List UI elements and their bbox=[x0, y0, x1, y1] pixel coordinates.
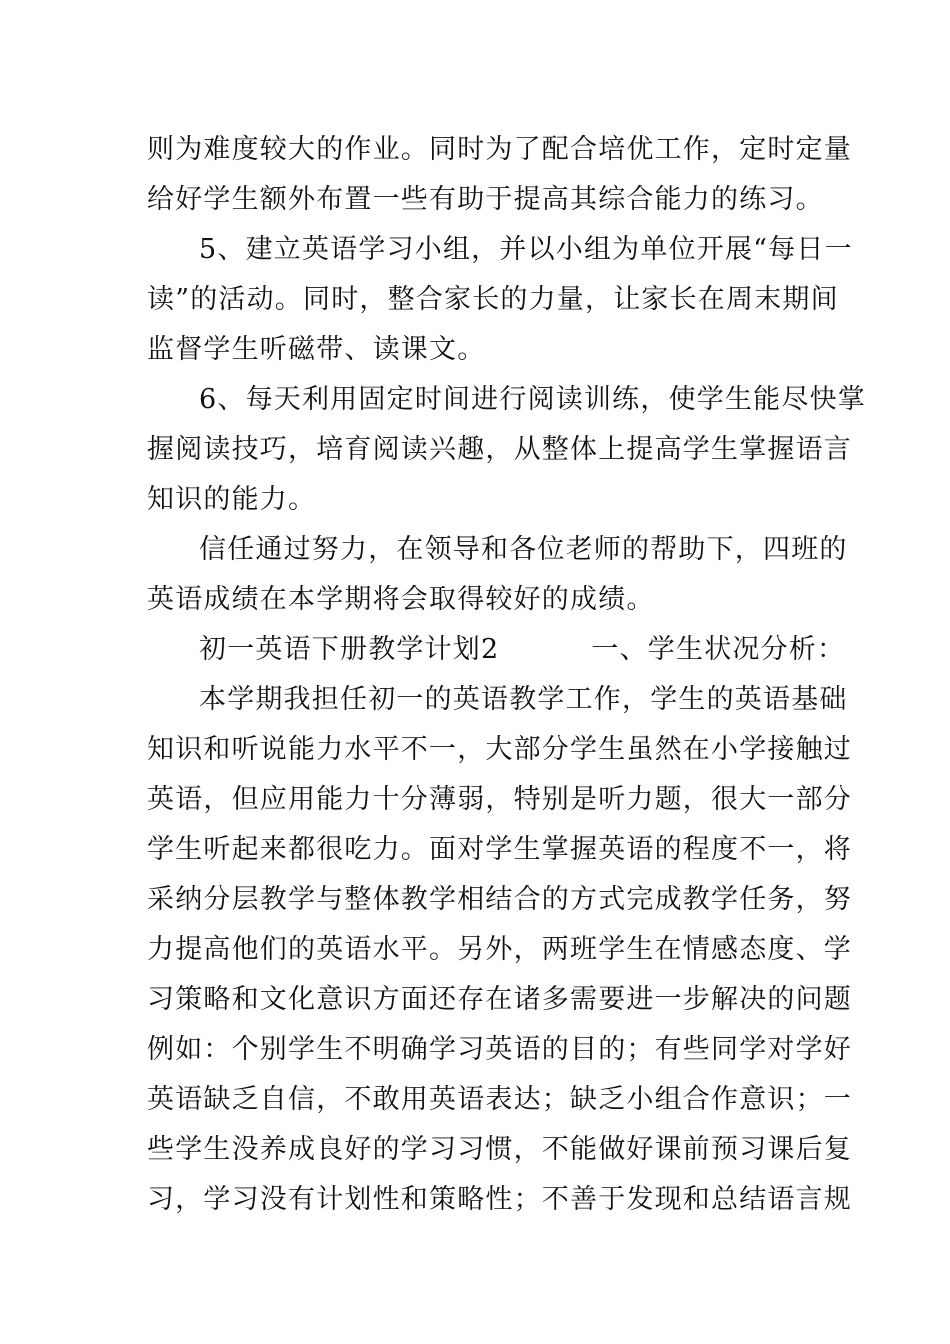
conclusion-start: 信任通过努力，在领导和各位老师的帮助下，四班的 bbox=[199, 534, 848, 565]
section-heading bbox=[199, 624, 846, 676]
text-line: 给好学生额外布置一些有助于提高其综合能力的练习。 bbox=[147, 184, 824, 215]
text-line: 读”的活动。同时，整合家长的力量，让家长在周末期间 bbox=[147, 284, 839, 315]
text-line: 些学生没养成良好的学习习惯，不能做好课前预习课后复 bbox=[147, 1134, 852, 1165]
text-line: 采纳分层教学与整体教学相结合的方式完成教学任务，努 bbox=[147, 884, 852, 915]
text-line: 学生听起来都很吃力。面对学生掌握英语的程度不一，将 bbox=[147, 834, 852, 865]
paragraph-5-start: 5、建立英语学习小组，并以小组为单位开展“每日一 bbox=[199, 234, 853, 265]
text-line: 英语，但应用能力十分薄弱，特别是听力题，很大一部分 bbox=[147, 784, 852, 815]
text-line: 习策略和文化意识方面还存在诸多需要进一步解决的问题 bbox=[147, 984, 852, 1015]
text-line: 例如：个别学生不明确学习英语的目的；有些同学对学好 bbox=[147, 1034, 852, 1065]
text-line: 握阅读技巧，培育阅读兴趣，从整体上提高学生掌握语言 bbox=[147, 434, 852, 465]
paragraph-6-start: 6、每天利用固定时间进行阅读训练，使学生能尽快掌 bbox=[199, 384, 866, 415]
text-line: 英语缺乏自信，不敢用英语表达；缺乏小组合作意识；一 bbox=[147, 1084, 852, 1115]
section-title: 初一英语下册教学计划2 bbox=[199, 634, 500, 665]
section-subtitle: 一、学生状况分析： bbox=[591, 634, 846, 665]
text-line: 英语成绩在本学期将会取得较好的成绩。 bbox=[147, 584, 655, 615]
text-line: 习，学习没有计划性和策略性；不善于发现和总结语言规 bbox=[147, 1184, 852, 1215]
text-line: 则为难度较大的作业。同时为了配合培优工作，定时定量 bbox=[147, 134, 852, 165]
text-line: 知识的能力。 bbox=[147, 484, 317, 515]
text-line: 力提高他们的英语水平。另外，两班学生在情感态度、学 bbox=[147, 934, 852, 965]
text-line: 监督学生听磁带、读课文。 bbox=[147, 334, 486, 365]
analysis-start: 本学期我担任初一的英语教学工作，学生的英语基础 bbox=[199, 684, 848, 715]
text-line: 知识和听说能力水平不一，大部分学生虽然在小学接触过 bbox=[147, 734, 852, 765]
